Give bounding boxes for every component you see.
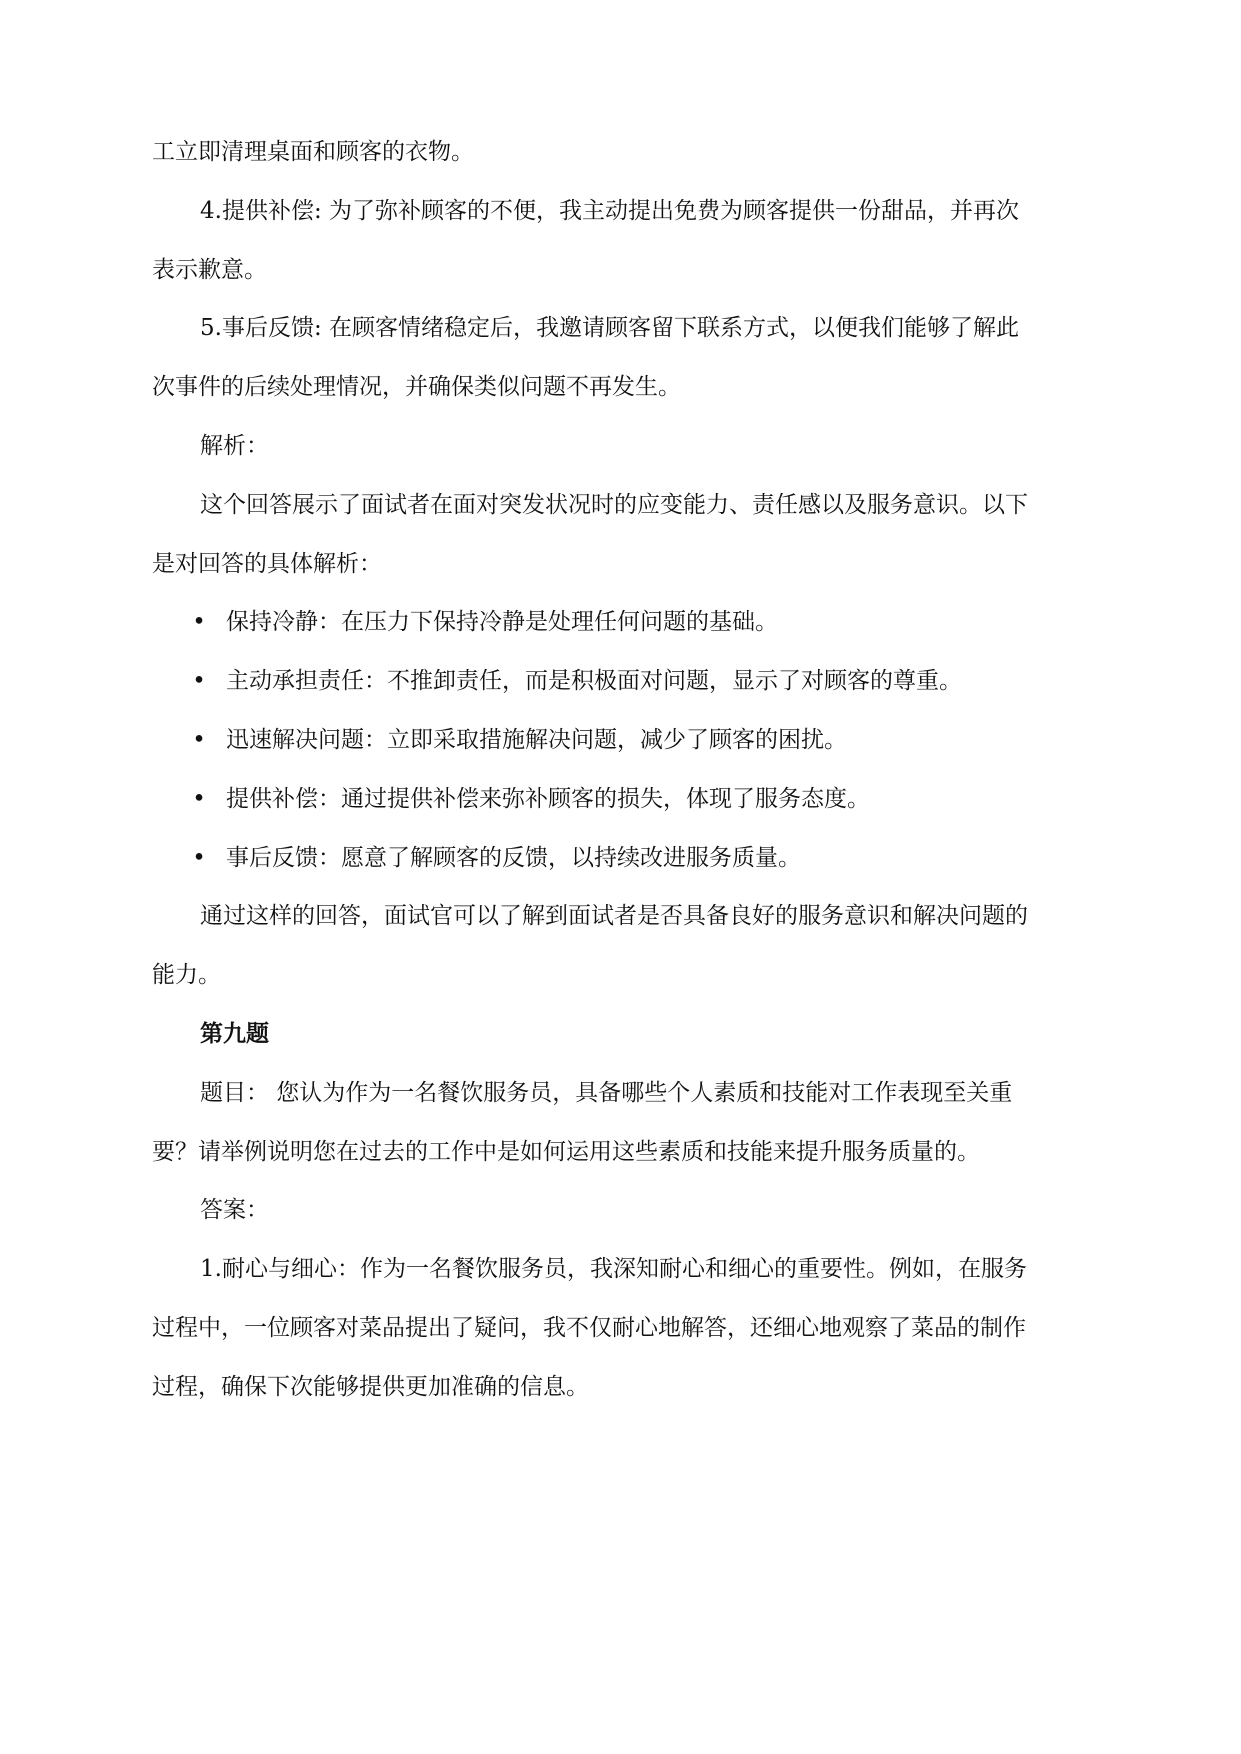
question-line: 题目： 您认为作为一名餐饮服务员，具备哪些个人素质和技能对工作表现至关重 bbox=[200, 1080, 1013, 1106]
answer-line: 过程中，一位顾客对菜品提出了疑问，我不仅耐心地解答，还细心地观察了菜品的制作 bbox=[152, 1315, 1026, 1341]
section-heading: 第九题 bbox=[200, 1021, 269, 1047]
paragraph-line: 能力。 bbox=[152, 962, 221, 988]
answer-label: 答案： bbox=[200, 1197, 269, 1223]
bullet-text: 保持冷静：在压力下保持冷静是处理任何问题的基础。 bbox=[226, 609, 778, 635]
question-line: 要？请举例说明您在过去的工作中是如何运用这些素质和技能来提升服务质量的。 bbox=[152, 1139, 980, 1165]
paragraph-line: 工立即清理桌面和顾客的衣物。 bbox=[152, 139, 474, 165]
bullet-icon: • bbox=[192, 845, 206, 871]
bullet-icon: • bbox=[192, 727, 206, 753]
paragraph-line: 这个回答展示了面试者在面对突发状况时的应变能力、责任感以及服务意识。以下 bbox=[200, 492, 1028, 518]
analysis-label: 解析： bbox=[200, 433, 269, 459]
paragraph-line: 次事件的后续处理情况，并确保类似问题不再发生。 bbox=[152, 374, 681, 400]
bullet-text: 主动承担责任：不推卸责任，而是积极面对问题，显示了对顾客的尊重。 bbox=[226, 668, 962, 694]
bullet-text: 迅速解决问题：立即采取措施解决问题，减少了顾客的困扰。 bbox=[226, 727, 847, 753]
answer-line: 1.耐心与细心：作为一名餐饮服务员，我深知耐心和细心的重要性。例如，在服务 bbox=[200, 1256, 1027, 1282]
paragraph-line: 通过这样的回答，面试官可以了解到面试者是否具备良好的服务意识和解决问题的 bbox=[200, 903, 1028, 929]
bullet-text: 提供补偿：通过提供补偿来弥补顾客的损失，体现了服务态度。 bbox=[226, 786, 870, 812]
bullet-text: 事后反馈：愿意了解顾客的反馈，以持续改进服务质量。 bbox=[226, 845, 801, 871]
answer-line: 过程，确保下次能够提供更加准确的信息。 bbox=[152, 1374, 589, 1400]
bullet-icon: • bbox=[192, 668, 206, 694]
bullet-icon: • bbox=[192, 609, 206, 635]
paragraph-line: 5.事后反馈: 在顾客情绪稳定后，我邀请顾客留下联系方式，以便我们能够了解此 bbox=[200, 315, 1020, 341]
paragraph-line: 是对回答的具体解析： bbox=[152, 551, 382, 577]
paragraph-line: 表示歉意。 bbox=[152, 257, 267, 283]
bullet-icon: • bbox=[192, 786, 206, 812]
paragraph-line: 4.提供补偿: 为了弥补顾客的不便，我主动提出免费为顾客提供一份甜品，并再次 bbox=[200, 198, 1020, 224]
